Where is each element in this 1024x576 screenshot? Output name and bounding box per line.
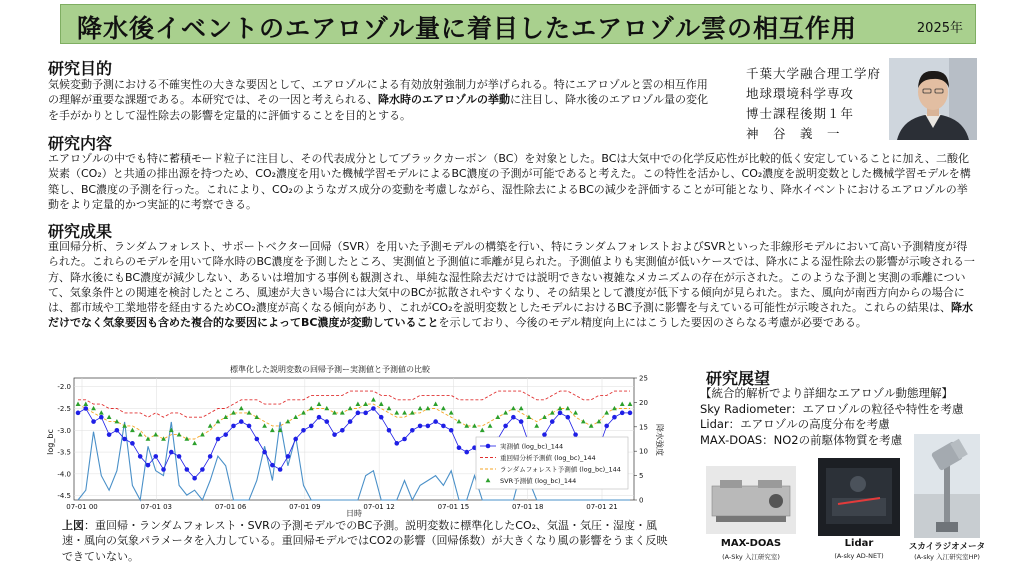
legend-swatch [486,444,491,449]
x-tick-label: 07-01 03 [140,503,173,511]
legend-label: 実測値 (log_bc)_144 [500,442,564,451]
observed-point [566,415,571,420]
observed-point [185,467,190,472]
x-tick-label: 07-01 12 [363,503,395,511]
observed-point [449,428,454,433]
title-bar [60,4,976,44]
author-photo [889,58,977,140]
results-heading: 研究成果 [48,222,113,241]
instrument-label: Lidar [844,538,874,549]
x-tick-label: 07-01 18 [511,503,544,511]
lidar-photo [818,458,900,536]
observed-point [247,424,252,429]
content-text: エアロゾルの中でも特に蓄積モード粒子に注目し、その代表成分としてブラックカーボン（BC）を対象とした。BCは大気中での化学反応性が比較的低く安定していることに加え、二酸化炭素（CO₂）と共通の排出源を持つため、CO₂濃度を用いた機械学習モデルによるBC濃度の予測が可能であると考えた。この特性を活かし、CO₂濃度を説明変数とした機械学習モデルを構築し、BC濃度の予測を行った。これにより、CO₂のようなガス成分の変動を考慮しながら、湿性除去によるBCの減少を評価することが可能となり、降水イベントにおけるエアロゾルの挙動をより定量的かつ実証的に考察できる。 [48,152,971,211]
observed-point [161,467,166,472]
skyradiometer-photo [914,434,980,538]
y2-tick-label: 5 [639,472,644,481]
legend-label: 重回帰分析予測値 (log_bc)_144 [500,454,596,462]
observed-point [200,467,205,472]
observed-point [169,450,174,455]
observed-point [262,450,267,455]
instrument-source: (A-sky 入江研究室HP) [914,553,980,561]
purpose-text: 気候変動予測における不確実性の大きな要因として、エアロゾルによる有効放射強制力が挙げられる。特にエアロゾルと雲の相互作用の理解が重要な課題である。本研究では、その一因と考えられる、降水時のエアロゾルの挙動に注目し、降水後のエアロゾル量の変化を手がかりとして湿性除去の影響を定量的に評価することを目的とする。 [48,78,708,122]
observed-point [83,406,88,411]
poster-title: 降水後イベントのエアロゾル量に着目したエアロゾル雲の相互作用 [77,14,858,43]
future-item: MAX-DOAS：NO2の前駆体物質を考慮 [700,432,903,447]
purpose-heading: 研究目的 [48,59,113,78]
observed-point [208,454,213,459]
observed-point [239,419,244,424]
poster-year: 2025年 [916,21,963,36]
observed-point [270,463,275,468]
observed-point [379,415,384,420]
observed-point [542,432,547,437]
observed-point [130,441,135,446]
observed-point [410,428,415,433]
observed-point [433,419,438,424]
y2-tick-label: 15 [639,423,648,432]
future-heading: 研究展望 [706,369,771,388]
future-item: Sky Radiometer：エアロゾルの粒径や特性を考慮 [700,401,964,416]
observed-point [301,428,306,433]
observed-point [573,432,578,437]
author-affiliation: 千葉大学融合理工学府 [746,66,882,81]
prediction-chart [44,362,664,518]
observed-point [293,437,298,442]
observed-point [115,428,120,433]
y2-tick-label: 20 [639,398,648,407]
observed-point [122,437,127,442]
author-name: 神 谷 義 一 [746,126,841,141]
observed-point [332,432,337,437]
observed-point [511,415,516,420]
y-tick-label: -3.5 [57,448,71,457]
observed-point [309,424,314,429]
prediction-chart-svg [44,362,664,518]
observed-point [286,454,291,459]
observed-point [604,424,609,429]
observed-point [519,419,524,424]
chart-caption: 上図：重回帰・ランダムフォレスト・SVRの予測モデルでのBC予測。説明変数に標準化したCO₂、気温・気圧・湿度・風速・風向の気象パラメータを入力している。重回帰モデルではCO2の影響（回帰係数）が大きくなり風の影響をうまく反映できていない。 [62,519,668,563]
future-item: 【統合的解析でより詳細なエアロゾル動態理解】 [700,386,953,400]
future-item: Lidar：エアロゾルの高度分布を考慮 [700,417,890,431]
author-course: 博士課程後期１年 [746,106,855,121]
legend-label: ランダムフォレスト予測値 (log_bc)_144 [500,465,621,474]
observed-point [146,463,151,468]
observed-point [441,424,446,429]
observed-point [371,406,376,411]
observed-point [612,415,617,420]
y-tick-label: -4.0 [57,470,71,479]
chart-legend [476,437,628,489]
observed-point [91,419,96,424]
observed-point [317,415,322,420]
content-heading: 研究内容 [48,134,113,153]
caption-label: 上図 [62,519,84,532]
observed-point [558,411,563,416]
observed-point [177,454,182,459]
observed-point [76,411,81,416]
results-text: 重回帰分析、ランダムフォレスト、サポートベクター回帰（SVR）を用いた予測モデルの構築を行い、特にランダムフォレストおよびSVRといった非線形モデルにおいて高い予測精度が得られた。これらのモデルを用いて降水時のBC濃度を予測したところ、実測値と予測値に乖離が見られた。予測値よりも実測値が低いケースでは、降水による湿性除去の影響が示唆される一方、降水後にもBC濃度が減少しない、あるいは増加する事例も観測され、単純な湿性除去だけでは説明できない複雑なメカニズムの存在が示された。このような予測と実測の乖離について、気象条件との関連を検討したところ、風速が大きい場合には大気中のBCが拡散されやすくなり、その結果として濃度が低下する傾向が見られた。また、風向が南西方向からの場合には、都市域や工業地帯を経由するためCO₂濃度が高くなる傾向があり、これがCO₂を説明変数としたモデルにおけるBC予測に影響を与えている可能性が示唆された。これらの結果は、降水だけでなく気象要因も含めた複合的な要因によってBC濃度が変動していることを示しており、今後のモデル精度向上にはこうした要因のさらなる考慮が必要である。 [48,240,975,330]
y2-tick-label: 10 [639,447,648,456]
y-tick-label: -3.0 [57,426,71,435]
x-tick-label: 07-01 09 [289,503,321,511]
observed-point [620,411,625,416]
y-tick-label: -2.5 [57,405,71,413]
observed-point [348,419,353,424]
observed-point [503,424,508,429]
instrument-source: (A-Sky 入江研究室) [722,553,780,561]
observed-point [138,454,143,459]
instrument-label: スカイラジオメータ [908,542,986,552]
observed-point [426,424,431,429]
x-axis-label: 日時 [346,509,362,518]
purpose-emphasis: 降水時のエアロゾルの挙動 [378,93,510,107]
observed-point [402,437,407,442]
x-tick-label: 07-01 21 [586,503,618,511]
author-department: 地球環境科学専攻 [746,86,855,101]
x-tick-label: 07-01 00 [66,503,98,511]
y-tick-label: -2.0 [57,383,71,392]
observed-point [107,432,112,437]
instrument-source: (A-sky AD-NET) [834,552,884,560]
observed-point [324,419,329,424]
y2-axis-label: 降水強度 [655,424,664,456]
y-axis-label: log_bc [46,429,55,455]
results-emphasis: 降水だけでなく気象要因も含めた複合的な要因によってBC濃度が変動していること [48,301,973,330]
observed-point [278,467,283,472]
maxdoas-photo [706,466,796,534]
x-tick-label: 07-01 06 [214,503,247,511]
observed-point [255,437,260,442]
observed-point [394,441,399,446]
y-tick-label: -4.5 [57,492,71,501]
observed-point [628,411,633,416]
author-block [746,64,881,144]
observed-point [99,415,104,420]
observed-point [464,450,469,455]
observed-point [223,432,228,437]
observed-point [457,445,462,450]
legend-label: SVR予測値 (log_bc)_144 [500,477,577,485]
observed-point [387,428,392,433]
observed-point [418,424,423,429]
observed-point [550,419,555,424]
chart-title: 標準化した説明変数の回帰予測ー実測値と予測値の比較 [230,365,430,374]
x-tick-label: 07-01 15 [437,503,470,511]
observed-point [231,424,236,429]
observed-point [340,428,345,433]
observed-point [356,411,361,416]
y2-tick-label: 25 [639,374,648,383]
observed-point [192,476,197,481]
observed-point [363,411,368,416]
y2-tick-label: 0 [639,496,644,505]
observed-point [153,454,158,459]
observed-point [216,437,221,442]
instrument-label: MAX-DOAS [720,538,782,549]
